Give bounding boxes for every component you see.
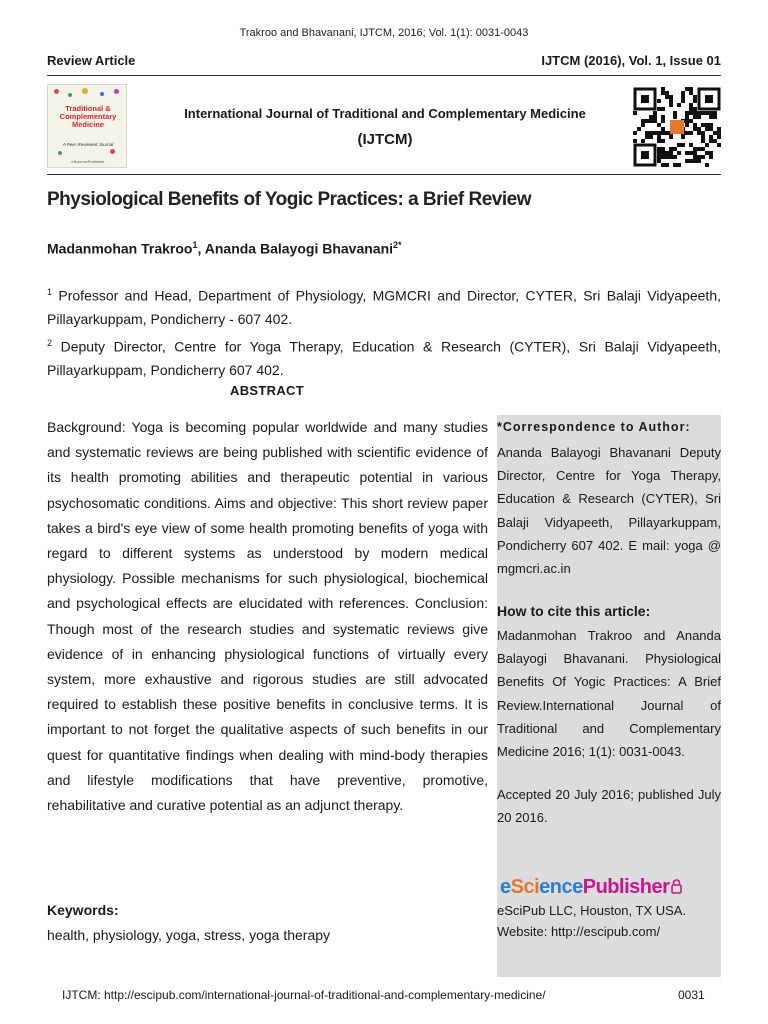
qr-module — [701, 147, 705, 151]
qr-module — [709, 151, 713, 155]
correspondence-text: Ananda Balayogi Bhavanani Deputy Director, Centre for Yoga Therapy, Education & Research (CYTER), Sri Balaji Vidyapeeth, Pillayarkuppam, Pondicherry 607 402. E mail: yoga @ mgmcri.ac.in — [497, 445, 721, 577]
cover-subtitle: A Peer Reviewed Journal — [62, 142, 114, 147]
qr-module — [697, 159, 701, 163]
qr-module — [677, 151, 681, 155]
article-type: Review Article — [47, 53, 136, 68]
qr-module — [697, 131, 701, 135]
qr-module — [665, 131, 669, 135]
qr-module — [697, 127, 701, 131]
page-number: 0031 — [678, 988, 705, 1002]
qr-module — [681, 135, 685, 139]
qr-module — [649, 135, 653, 139]
qr-module — [689, 119, 693, 123]
qr-module — [713, 115, 717, 119]
qr-module — [657, 107, 661, 111]
author-name: Madanmohan Trakroo — [47, 240, 193, 257]
qr-module — [669, 135, 673, 139]
qr-module — [653, 115, 657, 119]
qr-module — [665, 91, 669, 95]
qr-module — [717, 135, 721, 139]
qr-module — [697, 115, 701, 119]
qr-module — [681, 99, 685, 103]
qr-module — [693, 155, 697, 159]
abstract-text: Background: Yoga is becoming popular worldwide and many studies and systematic reviews are being published with scientific evidence of its health promoting abilities and therapeutic potential in various psychosomatic conditions. Aims and objective: This short review paper takes a bird's eye view of some health promoting benefits of yoga with regard to different systems as understood by modern medical physiology. Possible mechanisms for such physiological, biochemical and psychological effects are elucidated with references. Conclusion: Though most of the research studies and systematic reviews give evidence of in enhancing physiological functions of virtually every system, more exhaustive and rigorous studies are still advocated required to establish these positive benefits in conclusive terms. It is important to not forget the qualitative aspects of such benefits in our quest for quantitative findings when dealing with mind-body therapies and lifestyle modifications that have preventive, promotive, rehabilitative and curative potential as an adjunct therapy. — [47, 419, 488, 814]
qr-module — [685, 87, 689, 91]
qr-module — [709, 111, 713, 115]
qr-module — [657, 159, 661, 163]
qr-module — [661, 127, 665, 131]
qr-module — [661, 147, 665, 151]
qr-module — [637, 127, 641, 131]
affiliation-item: $^2$ Deputy Director, Centre for Yoga Therapy, Education & Research (CYTER), Sri Balaji Vidyapeeth, Pillayarkuppam, Pondicherry 607 402. — [47, 337, 722, 378]
qr-module — [641, 123, 645, 127]
qr-module — [633, 131, 637, 135]
qr-module — [685, 119, 689, 123]
qr-module — [713, 131, 717, 135]
qr-module — [681, 143, 685, 147]
qr-module — [701, 139, 705, 143]
citation-text: Madanmohan Trakroo and Ananda Balayogi Bhavanani. Physiological Benefits Of Yogic Practices: A Brief Review.International Journal of Traditional and Complementary Medicine 2016; 1(1): 0031-0043. — [497, 628, 721, 760]
qr-module — [693, 127, 697, 131]
volume-issue: IJTCM (2016), Vol. 1, Issue 01 — [541, 53, 721, 68]
qr-module — [685, 115, 689, 119]
header-rule — [47, 75, 721, 76]
qr-module — [709, 155, 713, 159]
author-affiliation-mark: 2* — [393, 240, 402, 250]
qr-module — [697, 155, 701, 159]
qr-module — [689, 103, 693, 107]
qr-module — [717, 143, 721, 147]
qr-module — [701, 111, 705, 115]
qr-module — [677, 163, 681, 167]
info-sidebar — [497, 415, 721, 977]
journal-cover-thumbnail — [47, 84, 127, 168]
qr-module — [661, 115, 665, 119]
qr-module — [693, 95, 697, 99]
qr-module — [641, 139, 645, 143]
qr-module — [657, 135, 661, 139]
qr-module — [693, 107, 697, 111]
qr-module — [689, 159, 693, 163]
qr-module — [661, 163, 665, 167]
qr-module — [669, 95, 673, 99]
cover-title: Traditional & Complementary Medicine — [59, 104, 117, 129]
qr-module — [673, 147, 677, 151]
qr-module — [709, 135, 713, 139]
keywords-label: Keywords: — [47, 902, 119, 918]
qr-module — [633, 111, 637, 115]
qr-module — [701, 155, 705, 159]
qr-module — [693, 115, 697, 119]
qr-module — [677, 143, 681, 147]
qr-module — [665, 95, 669, 99]
qr-module — [689, 91, 693, 95]
qr-module — [657, 151, 661, 155]
author-affiliation-mark: 1 — [192, 240, 198, 250]
author-name: Ananda Balayogi Bhavanani — [204, 240, 394, 257]
running-header: Trakroo and Bhavanani, IJTCM, 2016; Vol. 1(1): 0031-0043 — [239, 27, 529, 39]
qr-module — [705, 163, 709, 167]
qr-module — [681, 95, 685, 99]
journal-title: International Journal of Traditional and Complementary Medicine — [184, 106, 586, 121]
qr-module — [685, 159, 689, 163]
qr-module — [657, 147, 661, 151]
qr-module — [701, 131, 705, 135]
qr-module — [717, 127, 721, 131]
qr-module — [689, 111, 693, 115]
qr-module — [693, 147, 697, 151]
qr-module — [709, 127, 713, 131]
qr-module — [689, 131, 693, 135]
qr-module — [661, 151, 665, 155]
qr-module — [633, 139, 637, 143]
qr-module — [701, 135, 705, 139]
qr-module — [693, 151, 697, 155]
qr-module — [689, 143, 693, 147]
qr-code-icon — [633, 87, 721, 167]
cover-publisher: eSciencePublisher — [71, 159, 105, 164]
qr-module — [685, 123, 689, 127]
qr-module — [677, 103, 681, 107]
qr-module — [661, 119, 665, 123]
lock-icon — [671, 879, 682, 894]
correspondence-heading: *Correspondence to Author: — [497, 420, 691, 434]
qr-module — [705, 111, 709, 115]
qr-module — [661, 107, 665, 111]
qr-module — [665, 151, 669, 155]
qr-module — [665, 155, 669, 159]
qr-module — [645, 119, 649, 123]
qr-module — [693, 123, 697, 127]
qr-module — [661, 131, 665, 135]
qr-module — [661, 87, 665, 91]
qr-module — [669, 147, 673, 151]
qr-module — [657, 123, 661, 127]
qr-module — [673, 155, 677, 159]
citation-heading: How to cite this article: — [497, 603, 651, 619]
qr-module — [701, 123, 705, 127]
qr-module — [649, 131, 653, 135]
qr-module — [669, 99, 673, 103]
qr-module — [669, 155, 673, 159]
qr-module — [657, 139, 661, 143]
qr-module — [657, 131, 661, 135]
author-separator: , — [197, 240, 205, 257]
accepted-dates: Accepted 20 July 2016; published July 20 2016. — [497, 787, 721, 825]
qr-module — [653, 111, 657, 115]
qr-module — [709, 123, 713, 127]
qr-module — [709, 139, 713, 143]
qr-module — [693, 159, 697, 163]
qr-module — [649, 119, 653, 123]
qr-module — [713, 111, 717, 115]
qr-module — [689, 151, 693, 155]
qr-module — [661, 91, 665, 95]
qr-module — [705, 143, 709, 147]
publisher-logo: eSciencePublisher — [500, 876, 682, 899]
qr-module — [673, 163, 677, 167]
qr-module — [685, 111, 689, 115]
qr-module — [709, 115, 713, 119]
qr-module — [665, 163, 669, 167]
qr-module — [689, 87, 693, 91]
affiliations — [47, 281, 721, 382]
qr-module — [697, 147, 701, 151]
journal-abbreviation: (IJTCM) — [357, 131, 413, 148]
qr-module — [645, 131, 649, 135]
qr-module — [673, 115, 677, 119]
paper-title: Physiological Benefits of Yogic Practices: a Brief Review — [47, 189, 531, 210]
footer-journal-url[interactable]: IJTCM: http://escipub.com/international-journal-of-traditional-and-complementary-medicine/ — [62, 988, 546, 1002]
qr-module — [713, 139, 717, 143]
qr-module — [657, 155, 661, 159]
publisher-website[interactable]: Website: http://escipub.com/ — [497, 924, 661, 939]
qr-module — [693, 99, 697, 103]
keywords-text: health, physiology, yoga, stress, yoga therapy — [47, 927, 331, 943]
qr-module — [673, 111, 677, 115]
qr-module — [669, 103, 673, 107]
qr-module — [689, 107, 693, 111]
qr-module — [653, 119, 657, 123]
qr-module — [649, 115, 653, 119]
qr-module — [693, 111, 697, 115]
qr-module — [705, 127, 709, 131]
qr-module — [697, 111, 701, 115]
masthead-rule — [47, 174, 721, 175]
article-meta-row — [47, 53, 721, 69]
affiliation-item: $^1$ Professor and Head, Department of Physiology, MGMCRI and Director, CYTER, Sri Balaji Vidyapeeth, Pillayarkuppam, Pondicherry - 607 402. — [47, 287, 721, 328]
qr-module — [685, 131, 689, 135]
qr-module — [669, 151, 673, 155]
qr-module — [653, 131, 657, 135]
qr-module — [705, 151, 709, 155]
qr-module — [661, 139, 665, 143]
publisher-address: eSciPub LLC, Houston, TX USA. — [497, 903, 687, 918]
author-list — [47, 240, 721, 257]
qr-module — [681, 91, 685, 95]
qr-module — [705, 123, 709, 127]
abstract-heading: ABSTRACT — [230, 383, 304, 398]
qr-module — [717, 131, 721, 135]
qr-module — [661, 155, 665, 159]
qr-module — [641, 119, 645, 123]
qr-module — [645, 135, 649, 139]
qr-module — [685, 151, 689, 155]
qr-module — [657, 99, 661, 103]
